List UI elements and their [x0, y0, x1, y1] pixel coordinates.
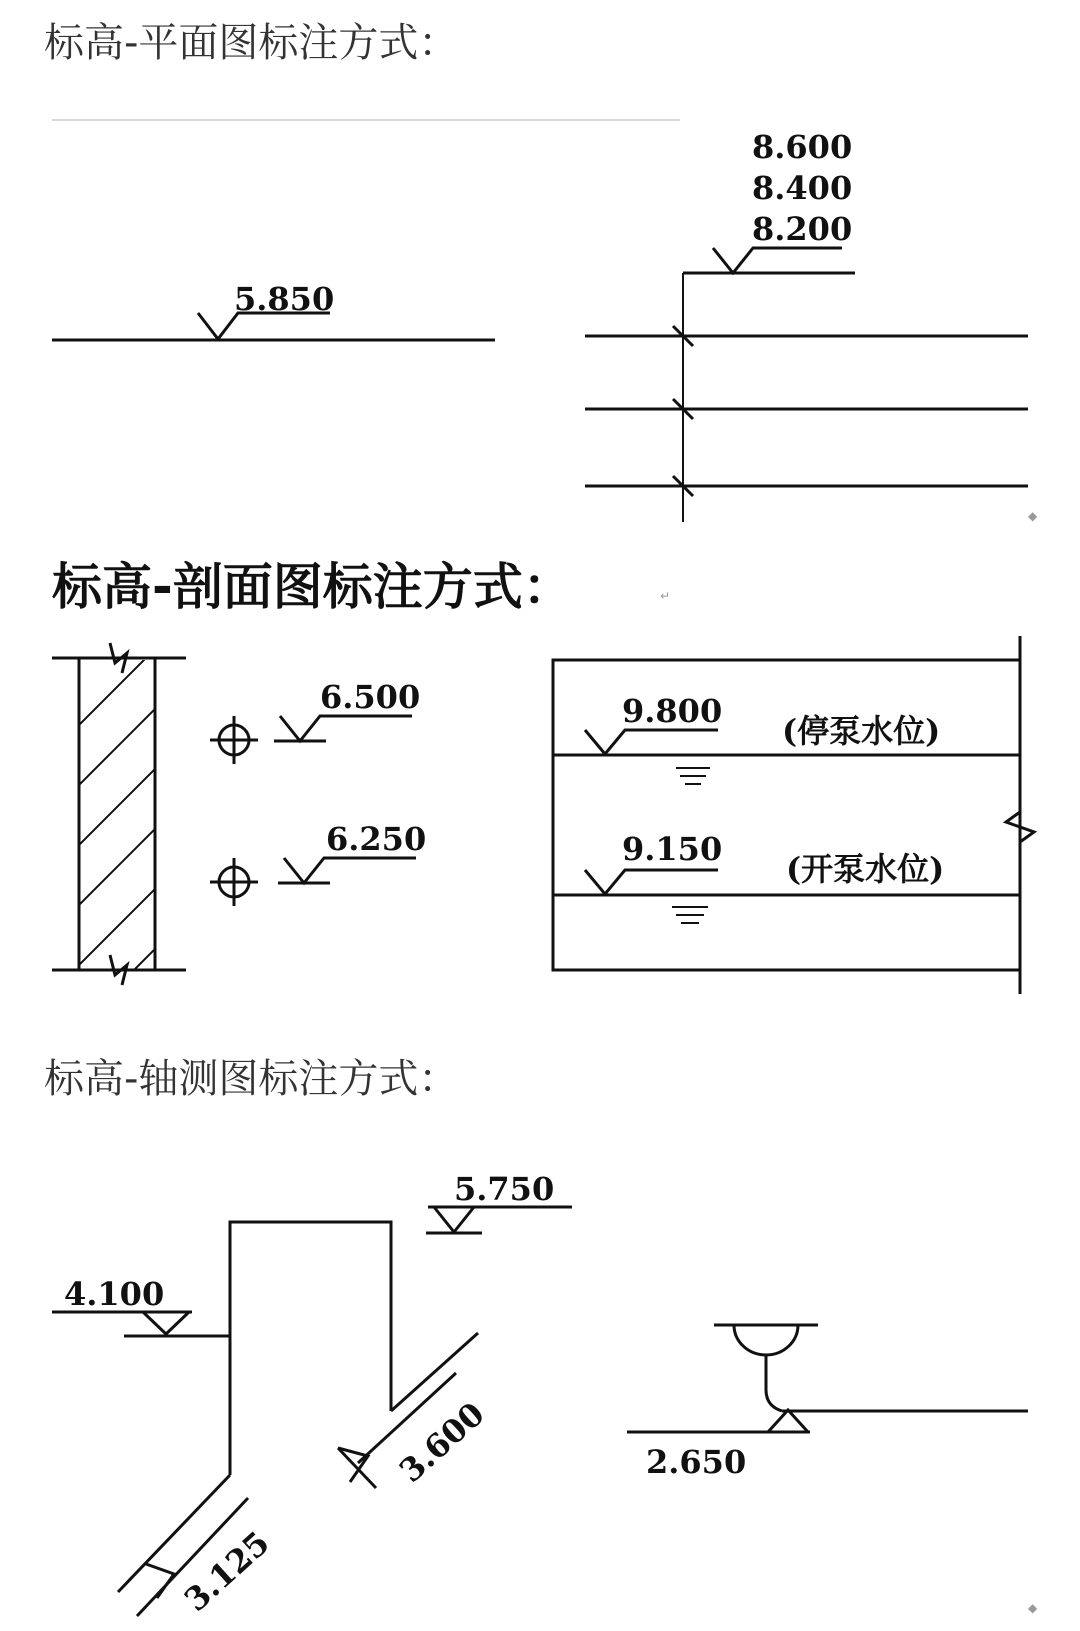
elevation-triangle-symbol: [585, 730, 718, 754]
wall-elevation-value: 6.250: [326, 820, 427, 858]
pipe-run: [124, 1222, 391, 1411]
wall-section-detail: [52, 643, 186, 1025]
elevation-triangle-symbol: [585, 870, 718, 894]
axonometric-pipe-detail: [52, 1170, 572, 1619]
axonometric-floor-drain-detail: [627, 1325, 1028, 1481]
elevation-triangle-symbol: [434, 1207, 474, 1232]
start-pump-level-note: (开泵水位): [786, 850, 945, 888]
dot-mark: ◆: [1028, 1601, 1038, 1615]
floor-drain-icon: [734, 1325, 798, 1355]
dot-mark: ◆: [1028, 509, 1038, 523]
section-section-title: 标高-剖面图标注方式：: [52, 558, 573, 616]
plan-left-annotation: [52, 280, 495, 340]
elevation-triangle-symbol: [713, 248, 842, 273]
elevation-triangle-symbol: [768, 1410, 808, 1432]
return-mark: ↵: [660, 589, 671, 603]
tank-section-detail: [553, 636, 1034, 994]
stop-pump-level-value: 9.800: [622, 692, 723, 730]
elevation-triangle-symbol: [284, 858, 416, 883]
axo-elevation-3125: 3.125: [176, 1523, 277, 1619]
start-pump-level-value: 9.150: [622, 830, 723, 868]
axo-elevation-3600: 3.600: [391, 1394, 492, 1490]
axo-elevation-5750: 5.750: [454, 1170, 555, 1208]
wall-elevation-value: 6.500: [320, 678, 421, 716]
wall-elevation-6250: [210, 820, 426, 906]
axo-elevation-2650: 2.650: [646, 1443, 747, 1481]
water-surface-symbol: [672, 907, 708, 923]
elevation-triangle-symbol: [280, 716, 412, 741]
plan-stacked-annotation: [585, 128, 1028, 522]
plan-elevation-5850: 5.850: [234, 280, 335, 318]
stop-pump-level-note: (停泵水位): [782, 712, 941, 750]
stacked-elevation-1: 8.600: [752, 128, 853, 166]
stacked-elevation-2: 8.400: [752, 169, 853, 207]
wall-elevation-6500: [210, 678, 420, 764]
elevation-triangle-symbol: [143, 1312, 189, 1334]
axonometric-section-title: 标高-轴测图标注方式：: [44, 1056, 459, 1102]
stacked-elevation-3: 8.200: [752, 210, 853, 248]
drain-pipe: [766, 1355, 782, 1411]
plan-section-title: 标高-平面图标注方式：: [44, 20, 459, 66]
axo-elevation-4100: 4.100: [64, 1275, 165, 1313]
water-surface-symbol: [676, 768, 710, 784]
elevation-triangle-symbol: [146, 1564, 174, 1598]
